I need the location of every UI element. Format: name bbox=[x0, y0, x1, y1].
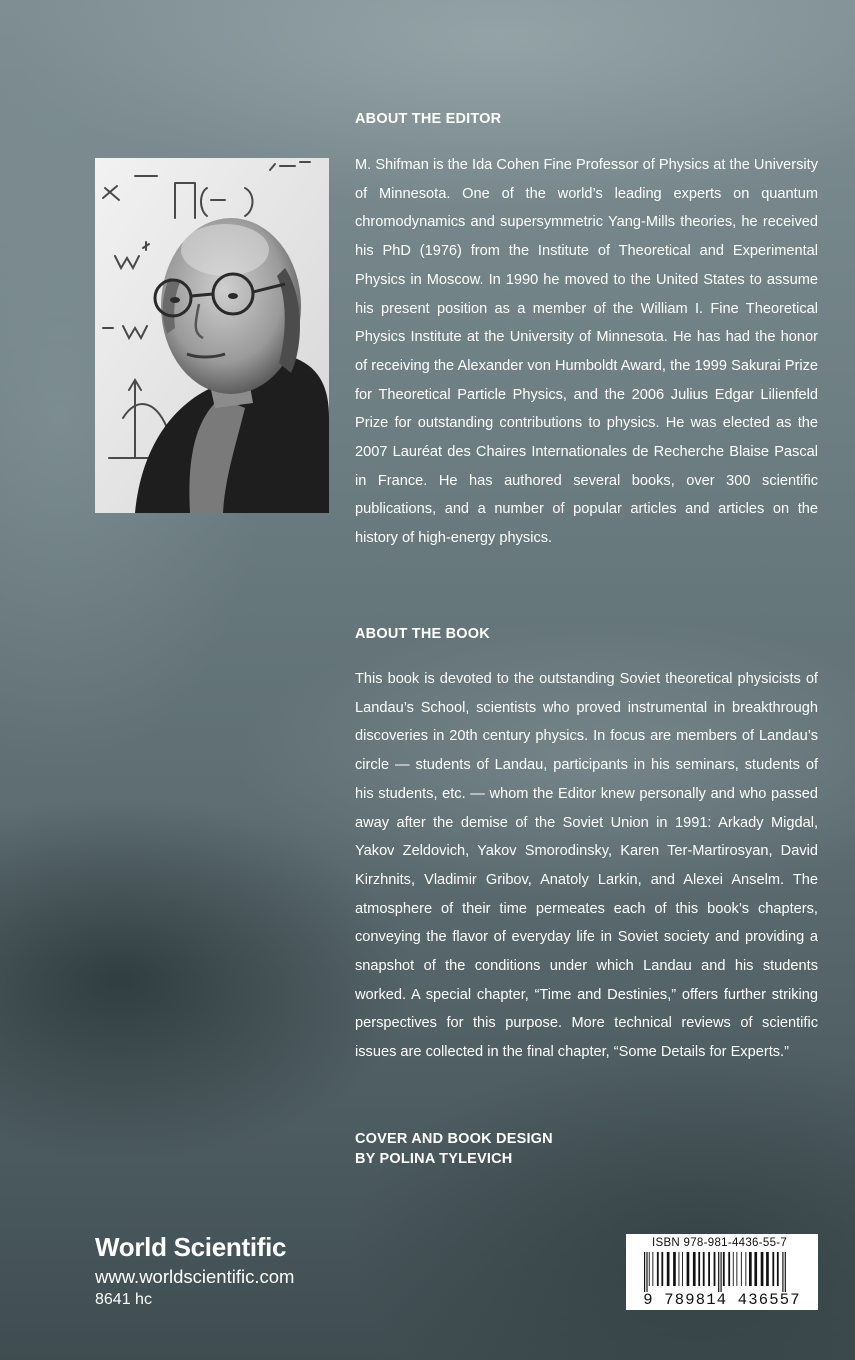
credit-line-2: BY POLINA TYLEVICH bbox=[355, 1151, 513, 1167]
barcode-bar bbox=[682, 1252, 683, 1286]
barcode-bar bbox=[733, 1252, 734, 1286]
credit-line-1: COVER AND BOOK DESIGN bbox=[355, 1131, 553, 1147]
barcode-bar bbox=[657, 1252, 659, 1286]
barcode-bar bbox=[649, 1252, 650, 1286]
barcode-bar bbox=[754, 1252, 757, 1286]
barcode-bar bbox=[728, 1252, 730, 1286]
barcode-bar bbox=[766, 1252, 769, 1286]
barcode-bar bbox=[723, 1252, 725, 1286]
barcode-bar bbox=[772, 1252, 774, 1286]
barcode-bar bbox=[718, 1252, 719, 1292]
barcode-bar bbox=[646, 1252, 647, 1292]
design-credit bbox=[355, 1129, 553, 1169]
publisher-name: World Scientific bbox=[95, 1232, 287, 1262]
barcode-bar bbox=[708, 1252, 710, 1286]
barcode-bar bbox=[667, 1252, 670, 1286]
barcode-bar bbox=[693, 1252, 696, 1286]
publisher-website: www.worldscientific.com bbox=[95, 1266, 295, 1287]
barcode-bar bbox=[782, 1252, 783, 1292]
barcode-bar bbox=[679, 1252, 680, 1286]
editor-heading: ABOUT THE EDITOR bbox=[355, 111, 502, 127]
barcode-bar bbox=[736, 1252, 737, 1286]
ean-digits: 9 789814 436557 bbox=[643, 1291, 801, 1309]
barcode-bar bbox=[777, 1252, 779, 1286]
barcode-bar bbox=[661, 1252, 663, 1286]
product-code: 8641 hc bbox=[95, 1291, 152, 1308]
barcode-bars bbox=[636, 1252, 808, 1292]
barcode-bar bbox=[761, 1252, 764, 1286]
editor-bio: M. Shifman is the Ida Cohen Fine Professor of Physics at the University of Minnesota. One of the world’s leading experts on quantum chromodynamics and supersymmetric Yang-Mills theories, he received his PhD (1976) from the Institute of Theoretical and Experimental Physics in Moscow. In 1990 he moved to the United States to assume his present position as a member of the William I. Fine Theoretical Physics Institute at the University of Minnesota. He has had the honor of receiving the Alexander von Humboldt Award, the 1999 Sakurai Prize for Theoretical Particle Physics, and the 2006 Julius Edgar Lilienfeld Prize for outstanding contributions to physics. He was elected as the 2007 Lauréat des Chaires Internationales de Recherche Blaise Pascal in France. He has authored several books, over 300 scientific publications, and a number of popular articles and articles on the history of high-energy physics. bbox=[355, 157, 818, 547]
book-description: This book is devoted to the outstanding Soviet theoretical physicists of Landau’s School, scientists who proved instrumental in breakthrough discoveries in 20th century physics. In focus are members of Landau’s circle — students of Landau, participants in his seminars, students of his students, etc. — whom the Editor knew personally and who passed away after the demise of the Soviet Union in 1991: Arkady Migdal, Yakov Zeldovich, Yakov Smorodinsky, Karen Ter-Martirosyan, David Kirzhnits, Vladimir Gribov, Anatoly Larkin, and Alexei Anselm. The atmosphere of their time permeates each of this book’s chapters, conveying the flavor of everyday life in Soviet society and providing a snapshot of the conditions under which Landau and his students worked. A special chapter, “Time and Destinies,” offers further striking perspectives for this purpose. More technical reviews of scientific issues are collected in the final chapter, “Some Details for Experts.” bbox=[355, 671, 818, 1061]
barcode-bar bbox=[785, 1252, 786, 1292]
book-heading: ABOUT THE BOOK bbox=[355, 626, 490, 642]
barcode-bar bbox=[687, 1252, 690, 1286]
barcode-bar bbox=[721, 1252, 722, 1292]
barcode-bar bbox=[652, 1252, 653, 1286]
barcode-bar bbox=[749, 1252, 752, 1286]
barcode-bar bbox=[698, 1252, 700, 1286]
isbn-barcode bbox=[626, 1234, 818, 1310]
barcode-bar bbox=[703, 1252, 705, 1286]
barcode-bar bbox=[673, 1252, 676, 1286]
barcode-bar bbox=[745, 1252, 746, 1286]
editor-photo bbox=[95, 158, 329, 513]
barcode-bar bbox=[714, 1252, 716, 1286]
barcode-bar bbox=[741, 1252, 742, 1286]
isbn-label: ISBN 978-981-4436-55-7 bbox=[652, 1237, 788, 1249]
barcode-bar bbox=[644, 1252, 645, 1292]
